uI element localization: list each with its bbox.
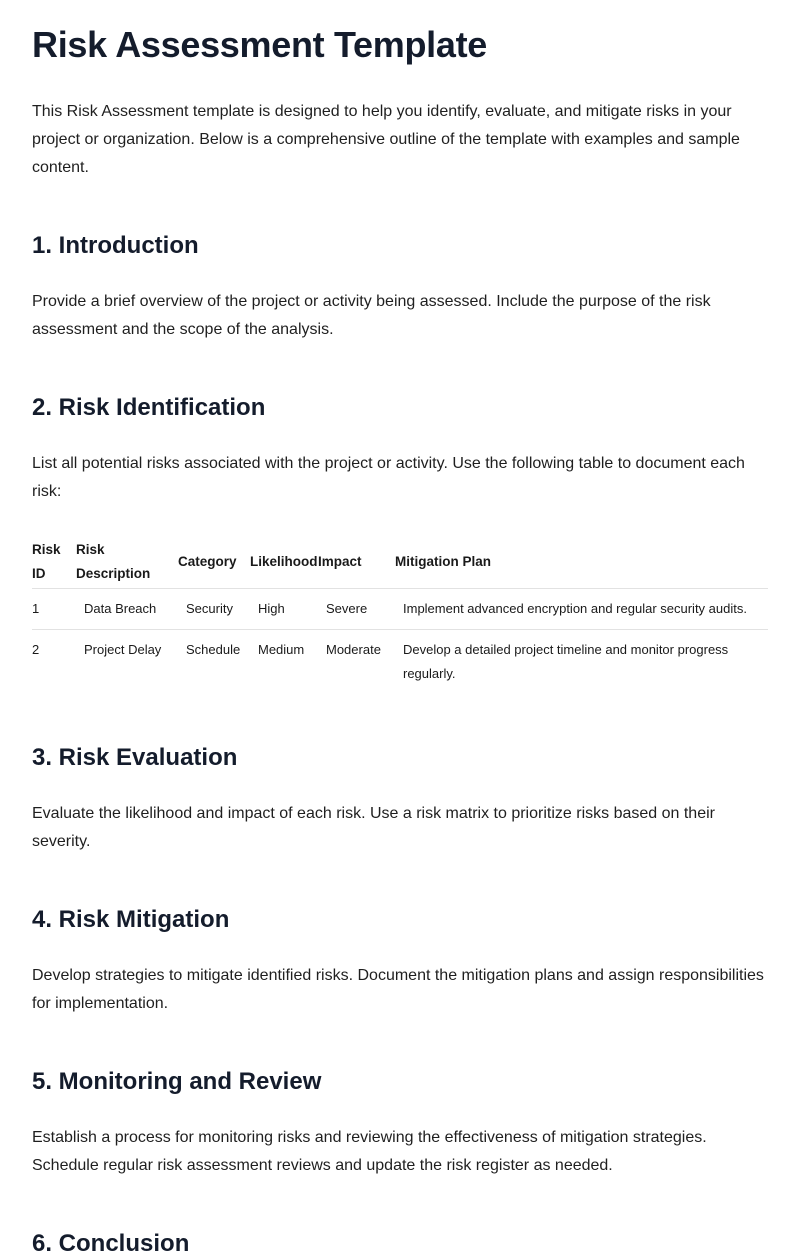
column-header-category: Category — [178, 538, 250, 589]
column-header-risk-description: Risk Description — [76, 538, 178, 589]
section-body: Provide a brief overview of the project or activity being assessed. Include the purpose of the risk assessment and the scope of the analysis. — [32, 293, 711, 338]
section-heading: 6. Conclusion — [32, 1230, 190, 1257]
cell-impact: Moderate — [326, 642, 381, 657]
cell-impact: Severe — [318, 589, 395, 630]
intro-paragraph: This Risk Assessment template is designed to help you identify, evaluate, and mitigate risks in your project or organization. Below is a comprehensive outline of the template with examples and sample content. — [32, 103, 740, 176]
column-header-likelihood: Likelihood — [250, 538, 318, 589]
section-monitoring-review — [32, 1066, 768, 1180]
cell-category: Schedule — [186, 642, 241, 657]
cell-mitigation-plan: Implement advanced encryption and regular security audits. — [395, 589, 768, 630]
page-title: Risk Assessment Template — [32, 24, 487, 65]
cell-risk-description: Project Delay — [84, 642, 162, 657]
column-header-risk-id: Risk ID — [32, 538, 76, 589]
table-header-row — [32, 538, 768, 589]
section-introduction — [32, 230, 768, 344]
cell-category: Security — [178, 589, 250, 630]
section-conclusion — [32, 1228, 768, 1260]
section-body: List all potential risks associated with the project or activity. Use the following table to document each risk: — [32, 455, 745, 500]
section-body: Evaluate the likelihood and impact of each risk. Use a risk matrix to prioritize risks based on their severity. — [32, 805, 715, 850]
section-heading: 4. Risk Mitigation — [32, 906, 230, 933]
section-risk-evaluation — [32, 742, 768, 856]
cell-risk-id: 2 — [32, 642, 40, 657]
cell-likelihood: Medium — [258, 642, 305, 657]
table-row — [32, 630, 768, 695]
section-heading: 3. Risk Evaluation — [32, 744, 238, 771]
cell-risk-description: Data Breach — [76, 589, 178, 630]
section-risk-mitigation — [32, 904, 768, 1018]
section-heading: 5. Monitoring and Review — [32, 1068, 322, 1095]
section-body: Establish a process for monitoring risks and reviewing the effectiveness of mitigation strategies. Schedule regular risk assessment reviews and update the risk register as needed. — [32, 1129, 707, 1174]
cell-likelihood: High — [250, 589, 318, 630]
section-heading: 1. Introduction — [32, 232, 199, 259]
cell-mitigation-plan: Develop a detailed project timeline and monitor progress regularly. — [403, 642, 729, 681]
section-body: Develop strategies to mitigate identified risks. Document the mitigation plans and assign responsibilities for implementation. — [32, 967, 764, 1012]
risk-table — [32, 538, 768, 694]
column-header-impact: Impact — [318, 538, 395, 589]
table-row — [32, 589, 768, 630]
section-heading: 2. Risk Identification — [32, 394, 266, 421]
column-header-mitigation-plan: Mitigation Plan — [395, 538, 768, 589]
section-risk-identification — [32, 392, 768, 694]
cell-risk-id: 1 — [32, 589, 76, 630]
